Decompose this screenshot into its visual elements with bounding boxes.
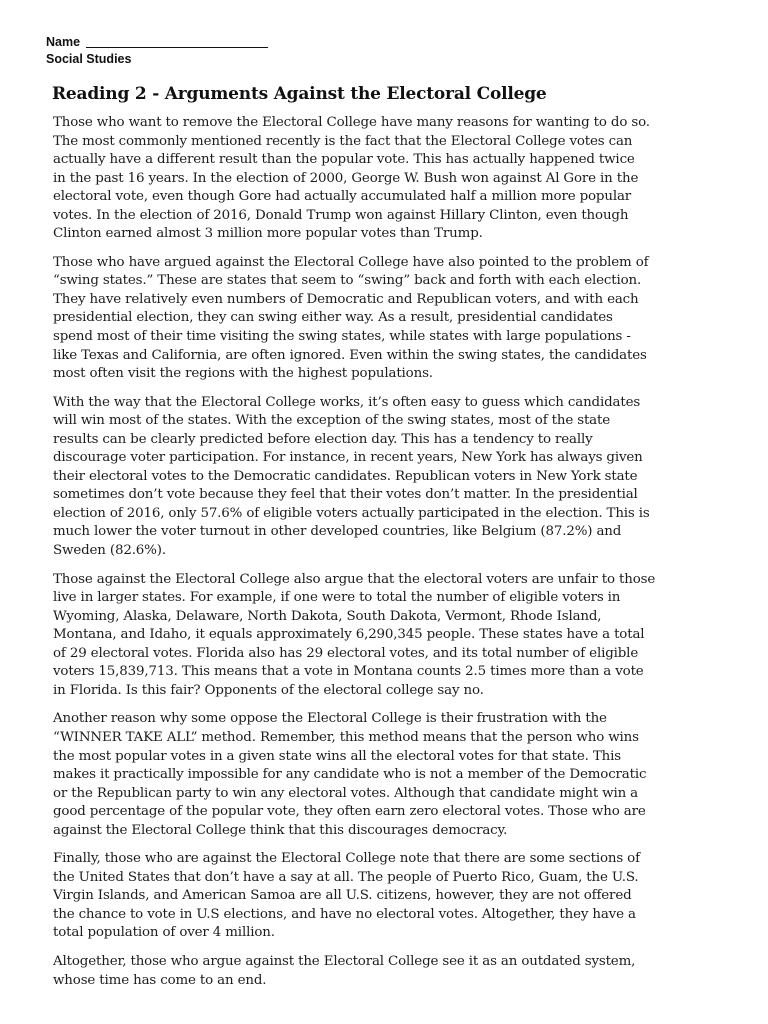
reading-body xyxy=(53,114,719,1000)
paragraph-line: like Texas and California, are often ignored. Even within the swing states, the candidates xyxy=(53,347,647,363)
paragraph-3 xyxy=(53,394,719,561)
paragraph-line: good percentage of the popular vote, they often earn zero electoral votes. Those who are xyxy=(53,804,646,820)
paragraph-line: or the Republican party to win any electoral votes. Although that candidate might win a xyxy=(53,785,639,801)
paragraph-line: Montana, and Idaho, it equals approximately 6,290,345 people. These states have a total xyxy=(53,627,645,643)
paragraph-line: “swing states.” These are states that seem to “swing” back and forth with each election. xyxy=(53,273,642,289)
paragraph-line: the most popular votes in a given state wins all the electoral votes for that state. This xyxy=(53,748,621,764)
paragraph-line: in the past 16 years. In the election of 2000, George W. Bush won against Al Gore in the xyxy=(53,170,639,186)
paragraph-line: actually have a different result than the popular vote. This has actually happened twice xyxy=(53,152,635,168)
paragraph-line: Finally, those who are against the Electoral College note that there are some sections of xyxy=(53,851,640,867)
paragraph-line: election of 2016, only 57.6% of eligible voters actually participated in the election. This is xyxy=(53,505,650,521)
paragraph-line: Sweden (82.6%). xyxy=(53,543,166,559)
paragraph-line: Another reason why some oppose the Electoral College is their frustration with the xyxy=(53,711,607,727)
paragraph-line: Those who have argued against the Electoral College have also pointed to the problem of xyxy=(53,254,649,270)
name-line xyxy=(46,34,268,51)
paragraph-line: “WINNER TAKE ALL” method. Remember, this method means that the person who wins xyxy=(53,729,639,745)
paragraph-4 xyxy=(53,571,719,701)
paragraph-line: of 29 electoral votes. Florida also has 29 electoral votes, and its total number of eligible xyxy=(53,645,639,661)
paragraph-line: Wyoming, Alaska, Delaware, North Dakota, South Dakota, Vermont, Rhode Island, xyxy=(53,608,602,624)
paragraph-line: in Florida. Is this fair? Opponents of the electoral college say no. xyxy=(53,682,484,698)
paragraph-7 xyxy=(53,953,719,990)
paragraph-line: spend most of their time visiting the swing states, while states with large populations - xyxy=(53,329,631,345)
paragraph-line: the chance to vote in U.S elections, and have no electoral votes. Altogether, they have a xyxy=(53,906,636,922)
paragraph-line: votes. In the election of 2016, Donald Trump won against Hillary Clinton, even though xyxy=(53,207,629,223)
paragraph-line: total population of over 4 million. xyxy=(53,925,275,941)
worksheet-header xyxy=(46,34,268,68)
paragraph-2 xyxy=(53,254,719,384)
name-blank xyxy=(86,46,268,48)
paragraph-line: the United States that don’t have a say at all. The people of Puerto Rico, Guam, the U.S. xyxy=(53,869,639,885)
name-label: Name xyxy=(46,35,81,49)
subject-label: Social Studies xyxy=(46,52,132,66)
paragraph-line: results can be clearly predicted before election day. This has a tendency to really xyxy=(53,431,593,447)
paragraph-line: presidential election, they can swing either way. As a result, presidential candidates xyxy=(53,310,613,326)
paragraph-line: voters 15,839,713. This means that a vote in Montana counts 2.5 times more than a vote xyxy=(53,664,644,680)
paragraph-line: sometimes don’t vote because they feel that their votes don’t matter. In the presidential xyxy=(53,487,638,503)
paragraph-5 xyxy=(53,710,719,840)
paragraph-line: The most commonly mentioned recently is the fact that the Electoral College votes can xyxy=(53,133,633,149)
paragraph-line: against the Electoral College think that this discourages democracy. xyxy=(53,822,508,838)
paragraph-line: their electoral votes to the Democratic candidates. Republican voters in New York state xyxy=(53,468,638,484)
paragraph-line: live in larger states. For example, if one were to total the number of eligible voters in xyxy=(53,590,621,606)
paragraph-line: Clinton earned almost 3 million more popular votes than Trump. xyxy=(53,226,483,242)
paragraph-1 xyxy=(53,114,719,244)
paragraph-line: will win most of the states. With the exception of the swing states, most of the state xyxy=(53,413,611,429)
paragraph-line: With the way that the Electoral College works, it’s often easy to guess which candidates xyxy=(53,394,641,410)
paragraph-6 xyxy=(53,850,719,943)
paragraph-line: makes it practically impossible for any candidate who is not a member of the Democratic xyxy=(53,767,647,783)
paragraph-line: Virgin Islands, and American Samoa are all U.S. citizens, however, they are not offered xyxy=(53,888,632,904)
paragraph-line: most often visit the regions with the highest populations. xyxy=(53,366,433,382)
paragraph-line: electoral vote, even though Gore had actually accumulated half a million more popular xyxy=(53,189,632,205)
paragraph-line: whose time has come to an end. xyxy=(53,972,267,988)
paragraph-line: They have relatively even numbers of Democratic and Republican voters, and with each xyxy=(53,291,639,307)
paragraph-line: Those who want to remove the Electoral College have many reasons for wanting to do so. xyxy=(53,115,650,130)
paragraph-line: discourage voter participation. For instance, in recent years, New York has always given xyxy=(53,450,643,466)
paragraph-line: much lower the voter turnout in other developed countries, like Belgium (87.2%) and xyxy=(53,524,622,540)
reading-title: Reading 2 - Arguments Against the Electoral College xyxy=(52,84,547,104)
paragraph-line: Altogether, those who argue against the Electoral College see it as an outdated system, xyxy=(53,953,636,969)
paragraph-line: Those against the Electoral College also argue that the electoral voters are unfair to those xyxy=(53,571,656,587)
